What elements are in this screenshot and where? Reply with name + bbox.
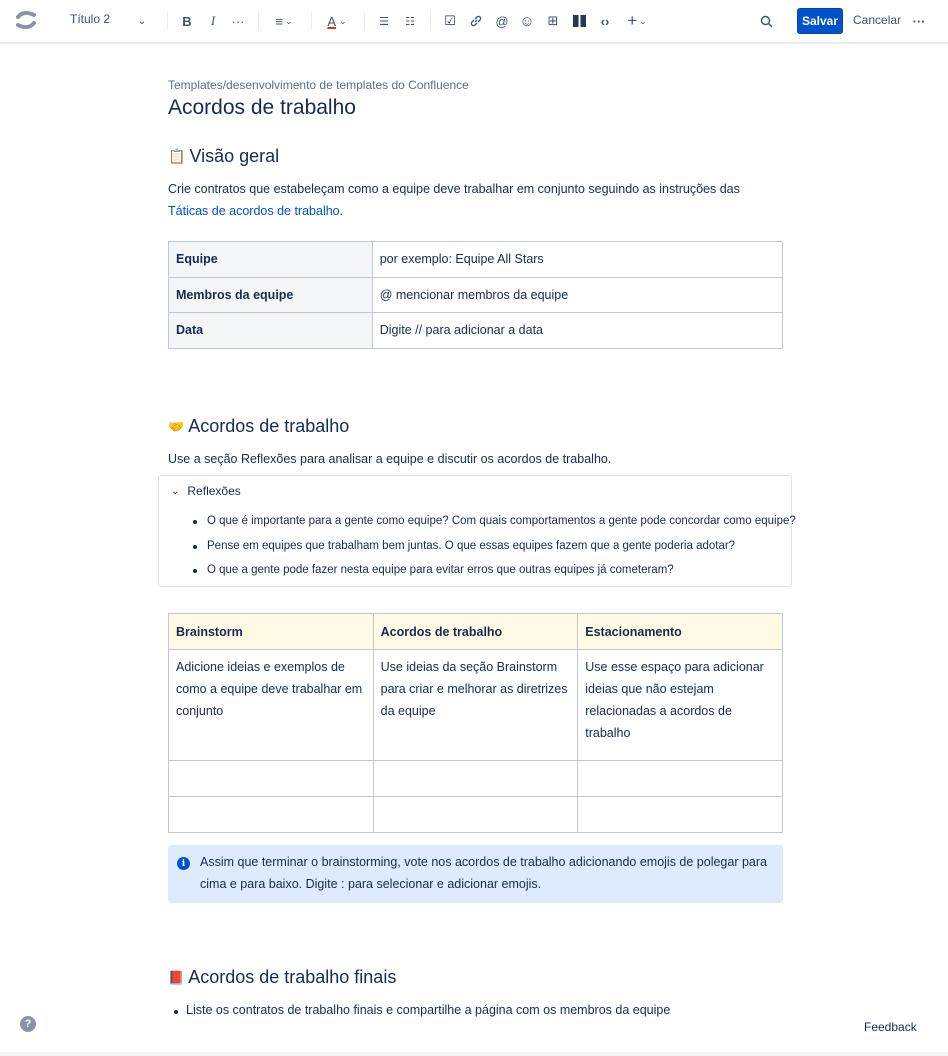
- reflections-list: [191, 509, 796, 583]
- table-header-cell[interactable]: Data: [169, 313, 373, 349]
- chevron-down-icon[interactable]: ⌄: [137, 15, 147, 27]
- table-header-cell[interactable]: Membros da equipe: [169, 277, 373, 313]
- chevron-down-icon: ⌄: [639, 15, 647, 26]
- align-left-icon: ≡: [275, 13, 284, 29]
- expand-toggle[interactable]: [171, 484, 241, 498]
- divider: [258, 12, 259, 30]
- search-icon: [760, 15, 773, 28]
- save-button[interactable]: Salvar: [797, 8, 843, 34]
- table-cell[interactable]: [578, 797, 783, 833]
- editor-toolbar: [0, 0, 948, 44]
- text-color-button[interactable]: [323, 10, 351, 32]
- heading-text: Visão geral: [189, 146, 280, 166]
- chevron-down-icon: ⌄: [285, 15, 293, 26]
- table-header-cell[interactable]: Estacionamento: [578, 614, 783, 650]
- more-formatting-button[interactable]: ···: [231, 13, 245, 29]
- bullet-list-button[interactable]: ☰: [379, 15, 389, 28]
- table-header-cell[interactable]: Equipe: [169, 242, 373, 278]
- brainstorm-table: [168, 613, 783, 833]
- intro-text: Crie contratos que estabeleçam como a equipe deve trabalhar em conjunto seguindo as instruções das: [168, 182, 740, 196]
- table-cell[interactable]: por exemplo: Equipe All Stars: [372, 242, 782, 278]
- search-button[interactable]: [758, 10, 774, 32]
- table-cell[interactable]: [169, 797, 374, 833]
- list-item[interactable]: O que é importante para a gente como equipe? Com quais comportamentos a gente pode concordar como equipe?: [191, 509, 796, 534]
- insert-button[interactable]: [624, 10, 650, 32]
- table-cell[interactable]: [578, 761, 783, 797]
- table-header-cell[interactable]: Brainstorm: [169, 614, 374, 650]
- table-cell[interactable]: [373, 797, 578, 833]
- list-item[interactable]: Pense em equipes que trabalham bem juntas. O que essas equipes fazem que a gente poderia adotar?: [191, 534, 796, 559]
- chevron-down-icon: ⌄: [171, 485, 180, 497]
- table-cell[interactable]: Use ideias da seção Brainstorm para criar e melhorar as diretrizes da equipe: [373, 650, 578, 761]
- table-row: [169, 797, 783, 833]
- page-title[interactable]: Acordos de trabalho: [168, 96, 356, 119]
- cancel-button[interactable]: Cancelar: [853, 13, 902, 27]
- table-cell[interactable]: Adicione ideias e exemplos de como a equipe deve trabalhar em conjunto: [169, 650, 374, 761]
- help-icon[interactable]: ?: [20, 1016, 36, 1032]
- expand-title: Reflexões: [187, 484, 241, 498]
- divider: [430, 12, 431, 30]
- mention-button[interactable]: @: [495, 13, 509, 29]
- book-icon: 📕: [168, 969, 185, 985]
- numbered-list-button[interactable]: ☷: [405, 15, 415, 28]
- heading-final-agreements: [168, 967, 396, 988]
- plus-icon: +: [627, 11, 638, 30]
- team-info-table: [168, 241, 783, 349]
- intro-end: .: [339, 204, 344, 218]
- bold-button[interactable]: B: [182, 13, 192, 29]
- table-cell[interactable]: [373, 761, 578, 797]
- list-item[interactable]: Liste os contratos de trabalho finais e compartilhe a página com os membros da equipe: [172, 999, 670, 1021]
- heading-agreements: [168, 416, 349, 437]
- table-button[interactable]: ⊞: [547, 13, 559, 28]
- heading-text: Acordos de trabalho: [188, 416, 350, 436]
- table-header-cell[interactable]: Acordos de trabalho: [373, 614, 578, 650]
- table-row: [169, 313, 783, 349]
- divider: [364, 12, 365, 30]
- text-color-icon: A: [327, 13, 337, 29]
- reflections-expand[interactable]: [158, 475, 796, 587]
- bottom-divider: [0, 1052, 948, 1056]
- action-item-button[interactable]: ☑: [444, 13, 456, 28]
- tactics-link[interactable]: Táticas de acordos de trabalho: [168, 204, 340, 218]
- feedback-button[interactable]: Feedback: [864, 1020, 917, 1034]
- columns-icon: [573, 15, 586, 27]
- table-cell[interactable]: [169, 761, 374, 797]
- agreements-intro: Use a seção Reflexões para analisar a equipe e discutir os acordos de trabalho.: [168, 452, 612, 466]
- info-panel[interactable]: [168, 845, 783, 903]
- handshake-icon: 🤝: [168, 418, 185, 434]
- code-button[interactable]: ‹›: [600, 13, 610, 29]
- list-item[interactable]: O que a gente pode fazer nesta equipe para evitar erros que outras equipes já cometeram?: [191, 558, 796, 583]
- link-icon: [470, 15, 482, 27]
- chevron-down-icon: ⌄: [339, 15, 347, 26]
- heading-style-select[interactable]: Título 2: [70, 12, 111, 26]
- divider: [167, 12, 168, 30]
- overview-intro: [168, 178, 783, 222]
- table-row: [169, 761, 783, 797]
- breadcrumb[interactable]: Templates/desenvolvimento de templates do Confluence: [168, 78, 469, 92]
- link-button[interactable]: [468, 10, 484, 32]
- text-align-button[interactable]: [270, 10, 298, 32]
- confluence-logo-icon[interactable]: [14, 9, 38, 31]
- info-icon: i: [177, 857, 190, 870]
- table-cell[interactable]: Use esse espaço para adicionar ideias que não estejam relacionadas a acordos de trabalho: [578, 650, 783, 761]
- italic-button[interactable]: I: [210, 13, 216, 28]
- table-header-row: [169, 614, 783, 650]
- table-cell[interactable]: @ mencionar membros da equipe: [372, 277, 782, 313]
- heading-text: Acordos de trabalho finais: [188, 967, 397, 987]
- table-row: [169, 650, 783, 761]
- info-panel-text: Assim que terminar o brainstorming, vote nos acordos de trabalho adicionando emojis de polegar para cima e para baixo. Digite : para selecionar e adicionar emojis.: [200, 855, 767, 891]
- final-list: [172, 999, 670, 1021]
- heading-overview: [168, 146, 279, 167]
- divider: [311, 12, 312, 30]
- table-cell[interactable]: Digite // para adicionar a data: [372, 313, 782, 349]
- table-row: [169, 277, 783, 313]
- table-row: [169, 242, 783, 278]
- emoji-button[interactable]: ☺: [519, 12, 535, 30]
- more-options-button[interactable]: ···: [912, 13, 926, 29]
- clipboard-icon: 📋: [168, 148, 186, 164]
- layouts-button[interactable]: [571, 10, 587, 32]
